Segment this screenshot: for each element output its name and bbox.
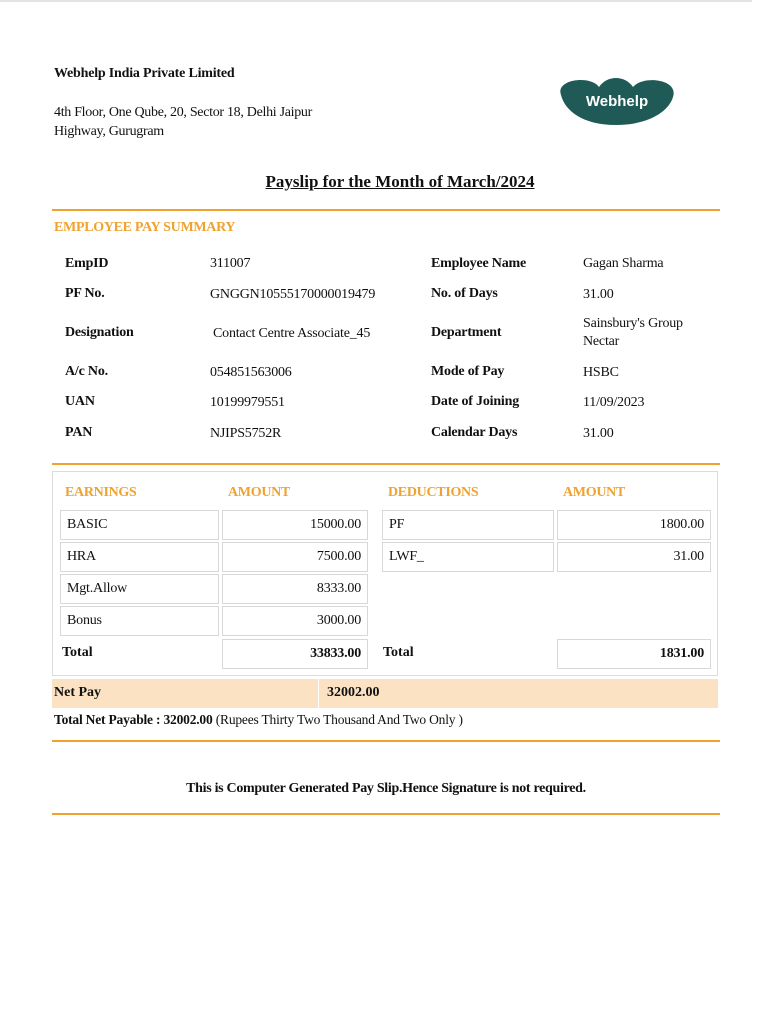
employee-name-label: Employee Name <box>431 256 526 271</box>
webhelp-logo <box>551 77 681 127</box>
pan-label: PAN <box>65 425 93 440</box>
net-pay-label: Net Pay <box>54 685 102 700</box>
payslip-title: Payslip for the Month of March/2024 <box>265 172 535 191</box>
earning-label: Mgt.Allow <box>60 574 219 604</box>
date-of-joining-value: 11/09/2023 <box>583 395 645 410</box>
pf-no-value: GNGGN10555170000019479 <box>210 287 376 302</box>
divider <box>52 740 720 742</box>
pf-no-label: PF No. <box>65 286 105 301</box>
earning-label: BASIC <box>60 510 219 540</box>
department-label: Department <box>431 325 502 340</box>
deduction-amount: 31.00 <box>557 542 711 572</box>
no-of-days-value: 31.00 <box>583 287 614 302</box>
signature-note: This is Computer Generated Pay Slip.Hence Signature is not required. <box>186 781 586 796</box>
calendar-days-label: Calendar Days <box>431 425 518 440</box>
deductions-heading: DEDUCTIONS <box>388 485 479 500</box>
earning-amount: 7500.00 <box>222 542 368 572</box>
deduction-label: PF <box>382 510 554 540</box>
total-net-payable <box>54 712 463 728</box>
no-of-days-label: No. of Days <box>431 286 498 301</box>
calendar-days-value: 31.00 <box>583 426 614 441</box>
deductions-total-value: 1831.00 <box>557 639 711 669</box>
uan-label: UAN <box>65 394 95 409</box>
earnings-total-label: Total <box>62 645 93 660</box>
uan-value: 10199979551 <box>210 395 285 410</box>
logo-text: Webhelp <box>585 93 649 110</box>
empid-value: 311007 <box>210 256 251 271</box>
earnings-heading: EARNINGS <box>65 485 137 500</box>
deductions-total-label: Total <box>383 645 414 660</box>
deduction-label: LWF_ <box>382 542 554 572</box>
earnings-amount-heading: AMOUNT <box>228 485 290 500</box>
deductions-amount-heading: AMOUNT <box>563 485 625 500</box>
company-address: 4th Floor, One Qube, 20, Sector 18, Delhi Jaipur Highway, Gurugram <box>54 105 312 139</box>
top-border <box>0 0 752 2</box>
net-payable-amount: Total Net Payable : 32002.00 <box>54 712 213 727</box>
earning-amount: 8333.00 <box>222 574 368 604</box>
mode-of-pay-value: HSBC <box>583 365 619 380</box>
account-no-value: 054851563006 <box>210 365 292 380</box>
earning-label: Bonus <box>60 606 219 636</box>
mode-of-pay-label: Mode of Pay <box>431 364 505 379</box>
employee-name-value: Gagan Sharma <box>583 256 664 271</box>
divider <box>52 463 720 465</box>
net-pay-row <box>52 679 718 708</box>
designation-value: Contact Centre Associate_45 <box>213 326 371 341</box>
net-pay-value: 32002.00 <box>327 685 380 700</box>
earnings-total-value: 33833.00 <box>222 639 368 669</box>
account-no-label: A/c No. <box>65 364 108 379</box>
divider <box>52 813 720 815</box>
net-payable-in-words: (Rupees Thirty Two Thousand And Two Only ) <box>215 712 463 727</box>
net-pay-divider <box>318 679 319 708</box>
empid-label: EmpID <box>65 256 109 271</box>
section-heading: EMPLOYEE PAY SUMMARY <box>54 220 236 235</box>
department-value: Sainsbury's Group Nectar <box>583 316 683 349</box>
date-of-joining-label: Date of Joining <box>431 394 520 409</box>
earning-amount: 3000.00 <box>222 606 368 636</box>
earning-amount: 15000.00 <box>222 510 368 540</box>
deduction-amount: 1800.00 <box>557 510 711 540</box>
earning-label: HRA <box>60 542 219 572</box>
company-name: Webhelp India Private Limited <box>54 66 235 81</box>
pan-value: NJIPS5752R <box>210 426 282 441</box>
divider <box>52 209 720 211</box>
designation-label: Designation <box>65 325 134 340</box>
